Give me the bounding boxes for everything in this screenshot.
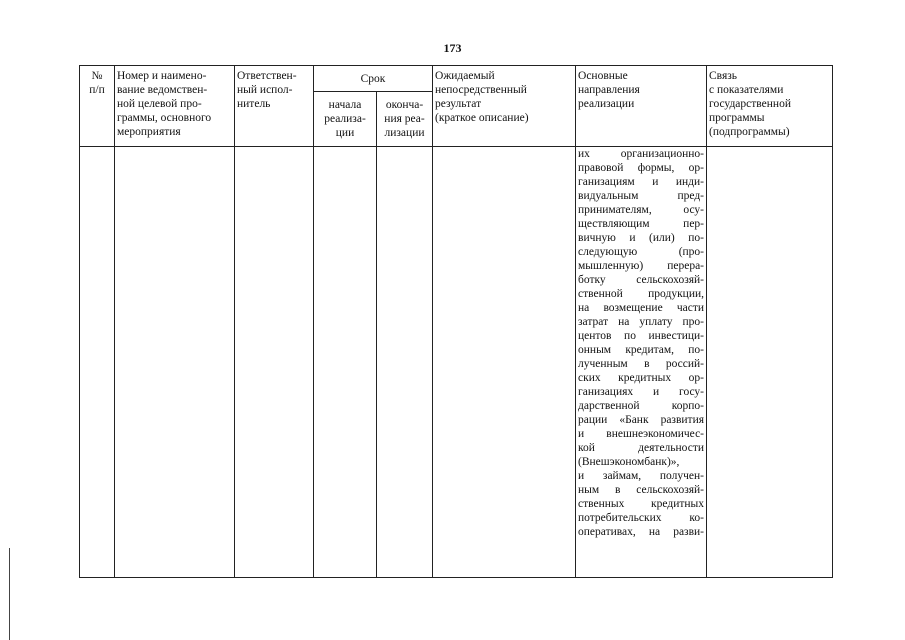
header-num bbox=[80, 66, 115, 147]
directions-line: кой деятельности bbox=[578, 442, 705, 454]
directions-line: ственной продукции, bbox=[578, 288, 705, 300]
header-line: направления bbox=[578, 84, 640, 96]
header-line: вание ведомствен- bbox=[117, 84, 208, 96]
header-line: Основные bbox=[578, 70, 628, 82]
header-line: с показателями bbox=[709, 84, 784, 96]
header-term-start bbox=[314, 92, 377, 147]
directions-line: ществляющим пер- bbox=[578, 218, 705, 230]
cell-directions bbox=[576, 147, 707, 578]
header-line: непосредственный bbox=[435, 84, 527, 96]
directions-line: и внешнеэкономичес- bbox=[578, 428, 705, 440]
cell-link bbox=[707, 147, 833, 578]
header-link bbox=[707, 66, 833, 147]
header-line: п/п bbox=[89, 84, 105, 96]
header-line: реализации bbox=[578, 98, 635, 110]
header-expected-result bbox=[433, 66, 576, 147]
header-line: мероприятия bbox=[117, 126, 181, 138]
header-line: (краткое описание) bbox=[435, 112, 529, 124]
header-line: государственной bbox=[709, 98, 791, 110]
directions-line: потребительских ко- bbox=[578, 512, 705, 524]
directions-line: следующую (про- bbox=[578, 246, 705, 258]
directions-line: ганизациям и инди- bbox=[578, 176, 705, 188]
header-line: Связь bbox=[709, 70, 738, 82]
scan-edge-mark bbox=[9, 548, 10, 640]
directions-line: вичную и (или) по- bbox=[578, 232, 705, 244]
header-line: результат bbox=[435, 98, 482, 110]
header-directions bbox=[576, 66, 707, 147]
header-line: граммы, основного bbox=[117, 112, 212, 124]
directions-line: ботку сельскохозяй- bbox=[578, 274, 705, 286]
table-row bbox=[80, 147, 833, 578]
directions-line: рации «Банк развития bbox=[578, 414, 705, 426]
page-number: 173 bbox=[443, 41, 462, 55]
header-line: Ожидаемый bbox=[435, 70, 495, 82]
header-executor bbox=[235, 66, 314, 147]
header-line: Номер и наимено- bbox=[117, 70, 207, 82]
directions-line: и займам, получен- bbox=[578, 470, 705, 482]
directions-line: мышленную) перера- bbox=[578, 260, 705, 272]
header-line: программы bbox=[709, 112, 765, 124]
header-line: № bbox=[91, 70, 103, 82]
header-line: ния реа- bbox=[384, 113, 425, 125]
directions-line: ственных кредитных bbox=[578, 498, 705, 510]
header-line: (подпрограммы) bbox=[709, 126, 790, 138]
directions-line: ным в сельскохозяй- bbox=[578, 484, 705, 496]
header-line: начала bbox=[328, 99, 362, 111]
program-table bbox=[79, 65, 833, 578]
cell-num bbox=[80, 147, 115, 578]
directions-line: онным кредитам, по- bbox=[578, 344, 705, 356]
header-term-end bbox=[377, 92, 433, 147]
header-program bbox=[115, 66, 235, 147]
header-line: Ответствен- bbox=[237, 70, 297, 82]
directions-line: видуальным пред- bbox=[578, 190, 705, 202]
header-line: ции bbox=[335, 127, 355, 139]
directions-line: лученным в россий- bbox=[578, 358, 705, 370]
directions-line: (Внешэкономбанк)», bbox=[578, 456, 680, 468]
cell-program bbox=[115, 147, 235, 578]
directions-line: затрат на уплату про- bbox=[578, 316, 705, 328]
directions-line: ских кредитных ор- bbox=[578, 372, 705, 384]
header-line: оконча- bbox=[385, 99, 424, 111]
directions-line: дарственной корпо- bbox=[578, 400, 705, 412]
directions-line: их организационно- bbox=[578, 148, 705, 160]
header-line: ной целевой про- bbox=[117, 98, 202, 110]
directions-line: принимателям, осу- bbox=[578, 204, 705, 216]
directions-line: ганизациях и госу- bbox=[578, 386, 705, 398]
cell-executor bbox=[235, 147, 314, 578]
directions-line: на возмещение части bbox=[578, 302, 705, 314]
cell-term-start bbox=[314, 147, 377, 578]
cell-term-end bbox=[377, 147, 433, 578]
directions-line: центов по инвестици- bbox=[578, 330, 705, 342]
header-term: Срок bbox=[314, 66, 433, 92]
header-line: реализа- bbox=[324, 113, 366, 125]
directions-line: оперативах, на разви- bbox=[578, 526, 705, 538]
header-line: нитель bbox=[237, 98, 271, 110]
directions-text bbox=[578, 147, 704, 539]
cell-expected-result bbox=[433, 147, 576, 578]
directions-line: правовой формы, ор- bbox=[578, 162, 705, 174]
header-line: ный испол- bbox=[237, 84, 293, 96]
header-line: лизации bbox=[384, 127, 425, 139]
